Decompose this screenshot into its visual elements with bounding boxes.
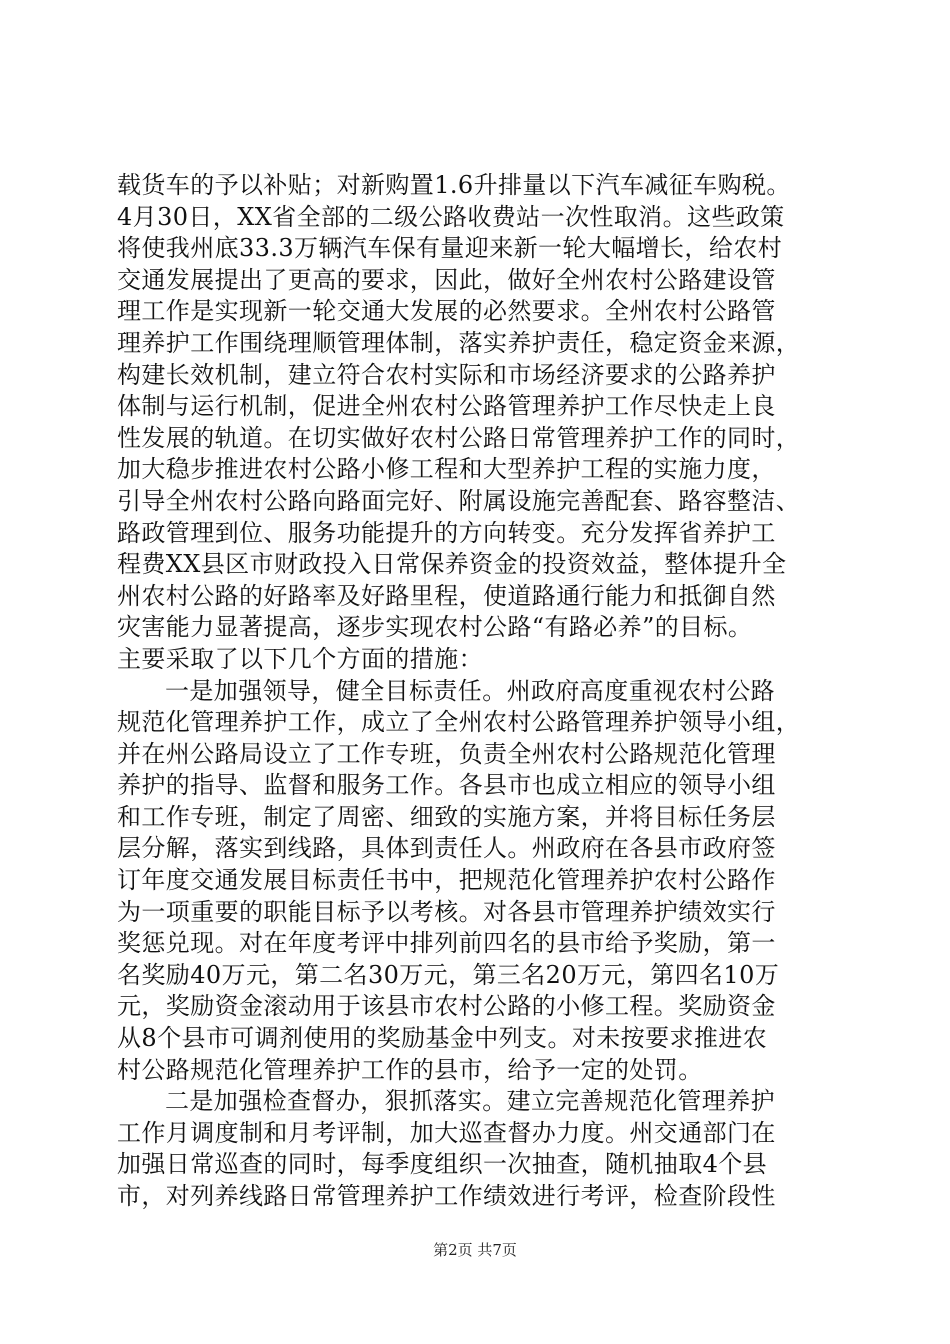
text-line: 州农村公路的好路率及好路里程，使道路通行能力和抵御自然 [117, 581, 776, 610]
page-footer: 第2页 共7页 [433, 1241, 517, 1259]
text-line: 名奖励40万元，第二名30万元，第三名20万元，第四名10万 [117, 960, 780, 989]
body-text [117, 170, 839, 1213]
text-line: 加强日常巡查的同时，每季度组织一次抽查，随机抽取4个县 [117, 1150, 768, 1179]
text-line: 4月30日，XX省全部的二级公路收费站一次性取消。这些政策 [117, 202, 785, 231]
text-line: 市，对列养线路日常管理养护工作绩效进行考评，检查阶段性 [117, 1182, 776, 1210]
text-line: 奖惩兑现。对在年度考评中排列前四名的县市给予奖励，第一 [117, 929, 776, 958]
text-line: 程费XX县区市财政投入日常保养资金的投资效益，整体提升全 [117, 550, 787, 579]
text-line: 规范化管理养护工作，成立了全州农村公路管理养护领导小组， [117, 708, 801, 737]
text-line: 载货车的予以补贴；对新购置1.6升排量以下汽车减征车购税。 [117, 171, 791, 199]
paragraph-first-line: 一是加强领导，健全目标责任。州政府高度重视农村公路 [165, 676, 775, 705]
text-line: 从8个县市可调剂使用的奖励基金中列支。对未按要求推进农 [117, 1024, 768, 1053]
text-line: 订年度交通发展目标责任书中，把规范化管理养护农村公路作 [117, 866, 776, 895]
text-line: 理工作是实现新一轮交通大发展的必然要求。全州农村公路管 [117, 297, 776, 326]
text-line: 引导全州农村公路向路面完好、附属设施完善配套、路容整洁、 [117, 486, 801, 515]
text-line: 体制与运行机制，促进全州农村公路管理养护工作尽快走上良 [117, 392, 776, 421]
text-line: 层分解，落实到线路，具体到责任人。州政府在各县市政府签 [117, 834, 776, 863]
text-line: 元，奖励资金滚动用于该县市农村公路的小修工程。奖励资金 [117, 992, 776, 1021]
text-line: 加大稳步推进农村公路小修工程和大型养护工程的实施力度， [117, 455, 776, 484]
paragraph-first-line: 二是加强检查督办，狠抓落实。建立完善规范化管理养护 [165, 1087, 775, 1116]
text-line: 路政管理到位、服务功能提升的方向转变。充分发挥省养护工 [117, 518, 776, 547]
text-line: 为一项重要的职能目标予以考核。对各县市管理养护绩效实行 [117, 897, 776, 926]
text-line: 村公路规范化管理养护工作的县市，给予一定的处罚。 [117, 1055, 703, 1084]
text-line: 理养护工作围绕理顺管理体制，落实养护责任，稳定资金来源， [117, 328, 801, 357]
text-line: 主要采取了以下几个方面的措施： [117, 644, 483, 673]
text-line: 性发展的轨道。在切实做好农村公路日常管理养护工作的同时， [117, 423, 801, 452]
text-line: 和工作专班，制定了周密、细致的实施方案，并将目标任务层 [117, 802, 776, 831]
text-line: 将使我州底33.3万辆汽车保有量迎来新一轮大幅增长，给农村 [117, 234, 783, 263]
text-line: 工作月调度制和月考评制，加大巡查督办力度。州交通部门在 [117, 1118, 776, 1147]
text-line: 构建长效机制，建立符合农村实际和市场经济要求的公路养护 [117, 360, 776, 389]
text-line: 并在州公路局设立了工作专班，负责全州农村公路规范化管理 [117, 739, 776, 768]
text-line: 灾害能力显著提高，逐步实现农村公路“有路必养”的目标。 [117, 613, 753, 642]
text-line: 养护的指导、监督和服务工作。各县市也成立相应的领导小组 [117, 771, 776, 800]
text-line: 交通发展提出了更高的要求，因此，做好全州农村公路建设管 [117, 265, 776, 294]
